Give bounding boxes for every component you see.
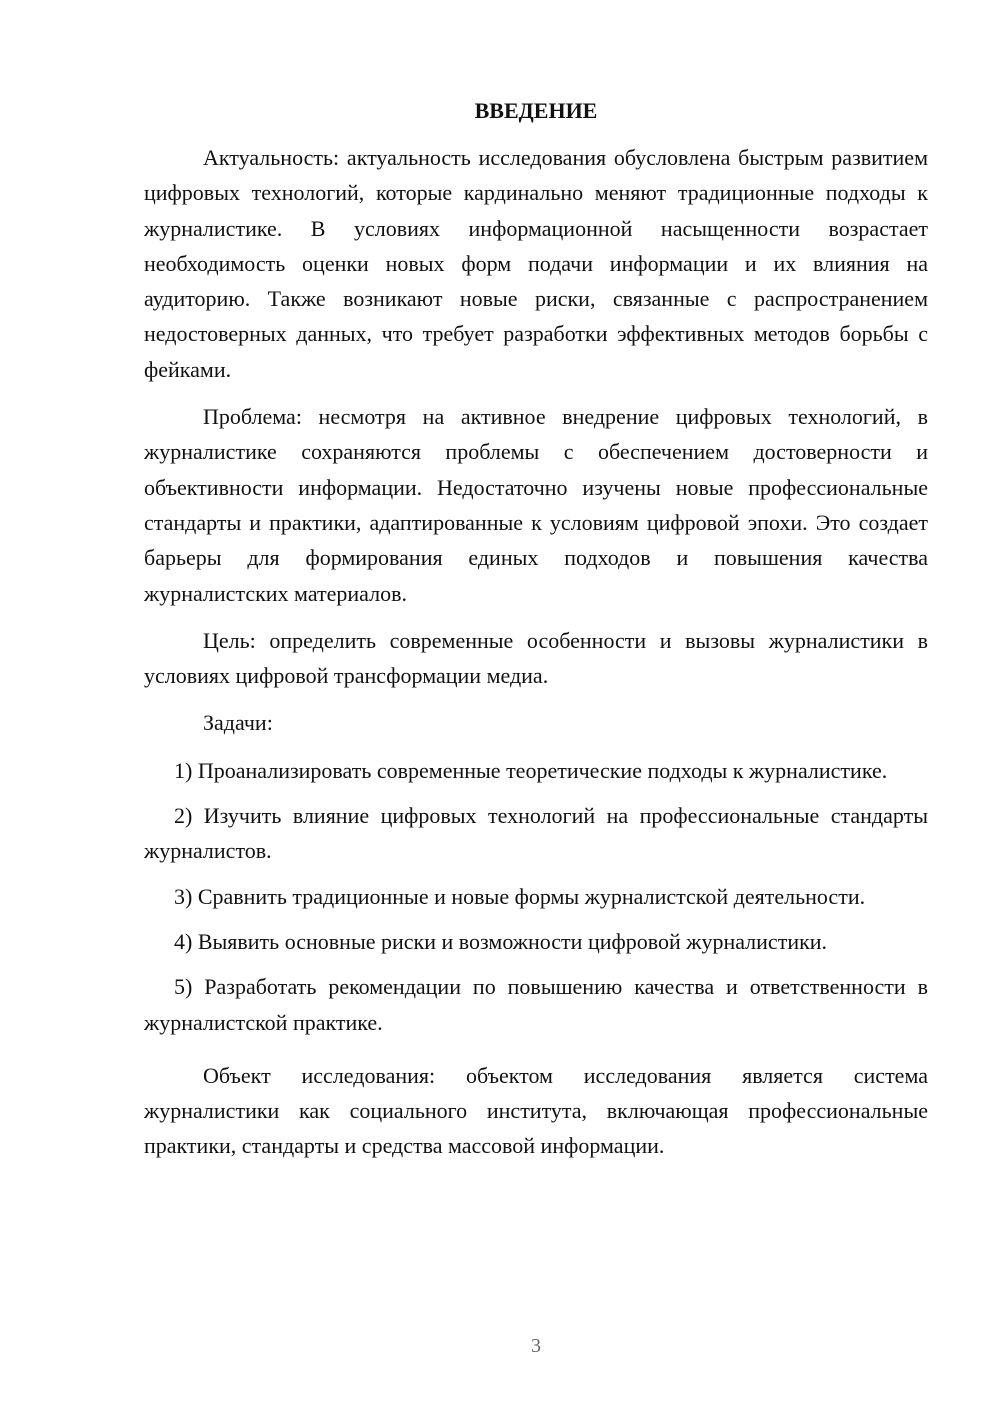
section-heading: ВВЕДЕНИЕ (474, 98, 598, 123)
task-item-2: 2) Изучить влияние цифровых технологий на профессиональные стандарты журналистов. (144, 803, 928, 864)
relevance-paragraph: Актуальность: актуальность исследования обусловлена быстрым развитием цифровых технологий, которые кардинально меняют традиционные подходы к журналистике. В условиях информационной насыщенности возрастает необходимость оценки новых форм подачи информации и их влияния на аудиторию. Также возникают новые риски, связанные с распространением недостоверных данных, что требует разработки эффективных методов борьбы с фейками. (144, 145, 928, 382)
task-item-4: 4) Выявить основные риски и возможности цифровой журналистики. (174, 928, 828, 954)
page-content (144, 94, 928, 1176)
page-number: 3 (531, 1335, 541, 1357)
task-item-5: 5) Разработать рекомендации по повышению качества и ответственности в журналистской практике. (144, 974, 928, 1035)
task-item-3: 3) Сравнить традиционные и новые формы журналистской деятельности. (174, 883, 866, 909)
object-paragraph: Объект исследования: объектом исследования является система журналистики как социального института, включающая профессиональные практики, стандарты и средства массовой информации. (144, 1062, 928, 1159)
tasks-label: Задачи: (203, 710, 273, 736)
task-item-1: 1) Проанализировать современные теоретические подходы к журналистике. (174, 757, 888, 783)
problem-paragraph: Проблема: несмотря на активное внедрение цифровых технологий, в журналистике сохраняются проблемы с обеспечением достоверности и объективности информации. Недостаточно изучены новые профессиональные стандарты и практики, адаптированные к условиям цифровой эпохи. Это создает барьеры для формирования единых подходов и повышения качества журналистских материалов. (144, 404, 928, 606)
goal-paragraph: Цель: определить современные особенности и вызовы журналистики в условиях цифровой трансформации медиа. (144, 627, 928, 689)
